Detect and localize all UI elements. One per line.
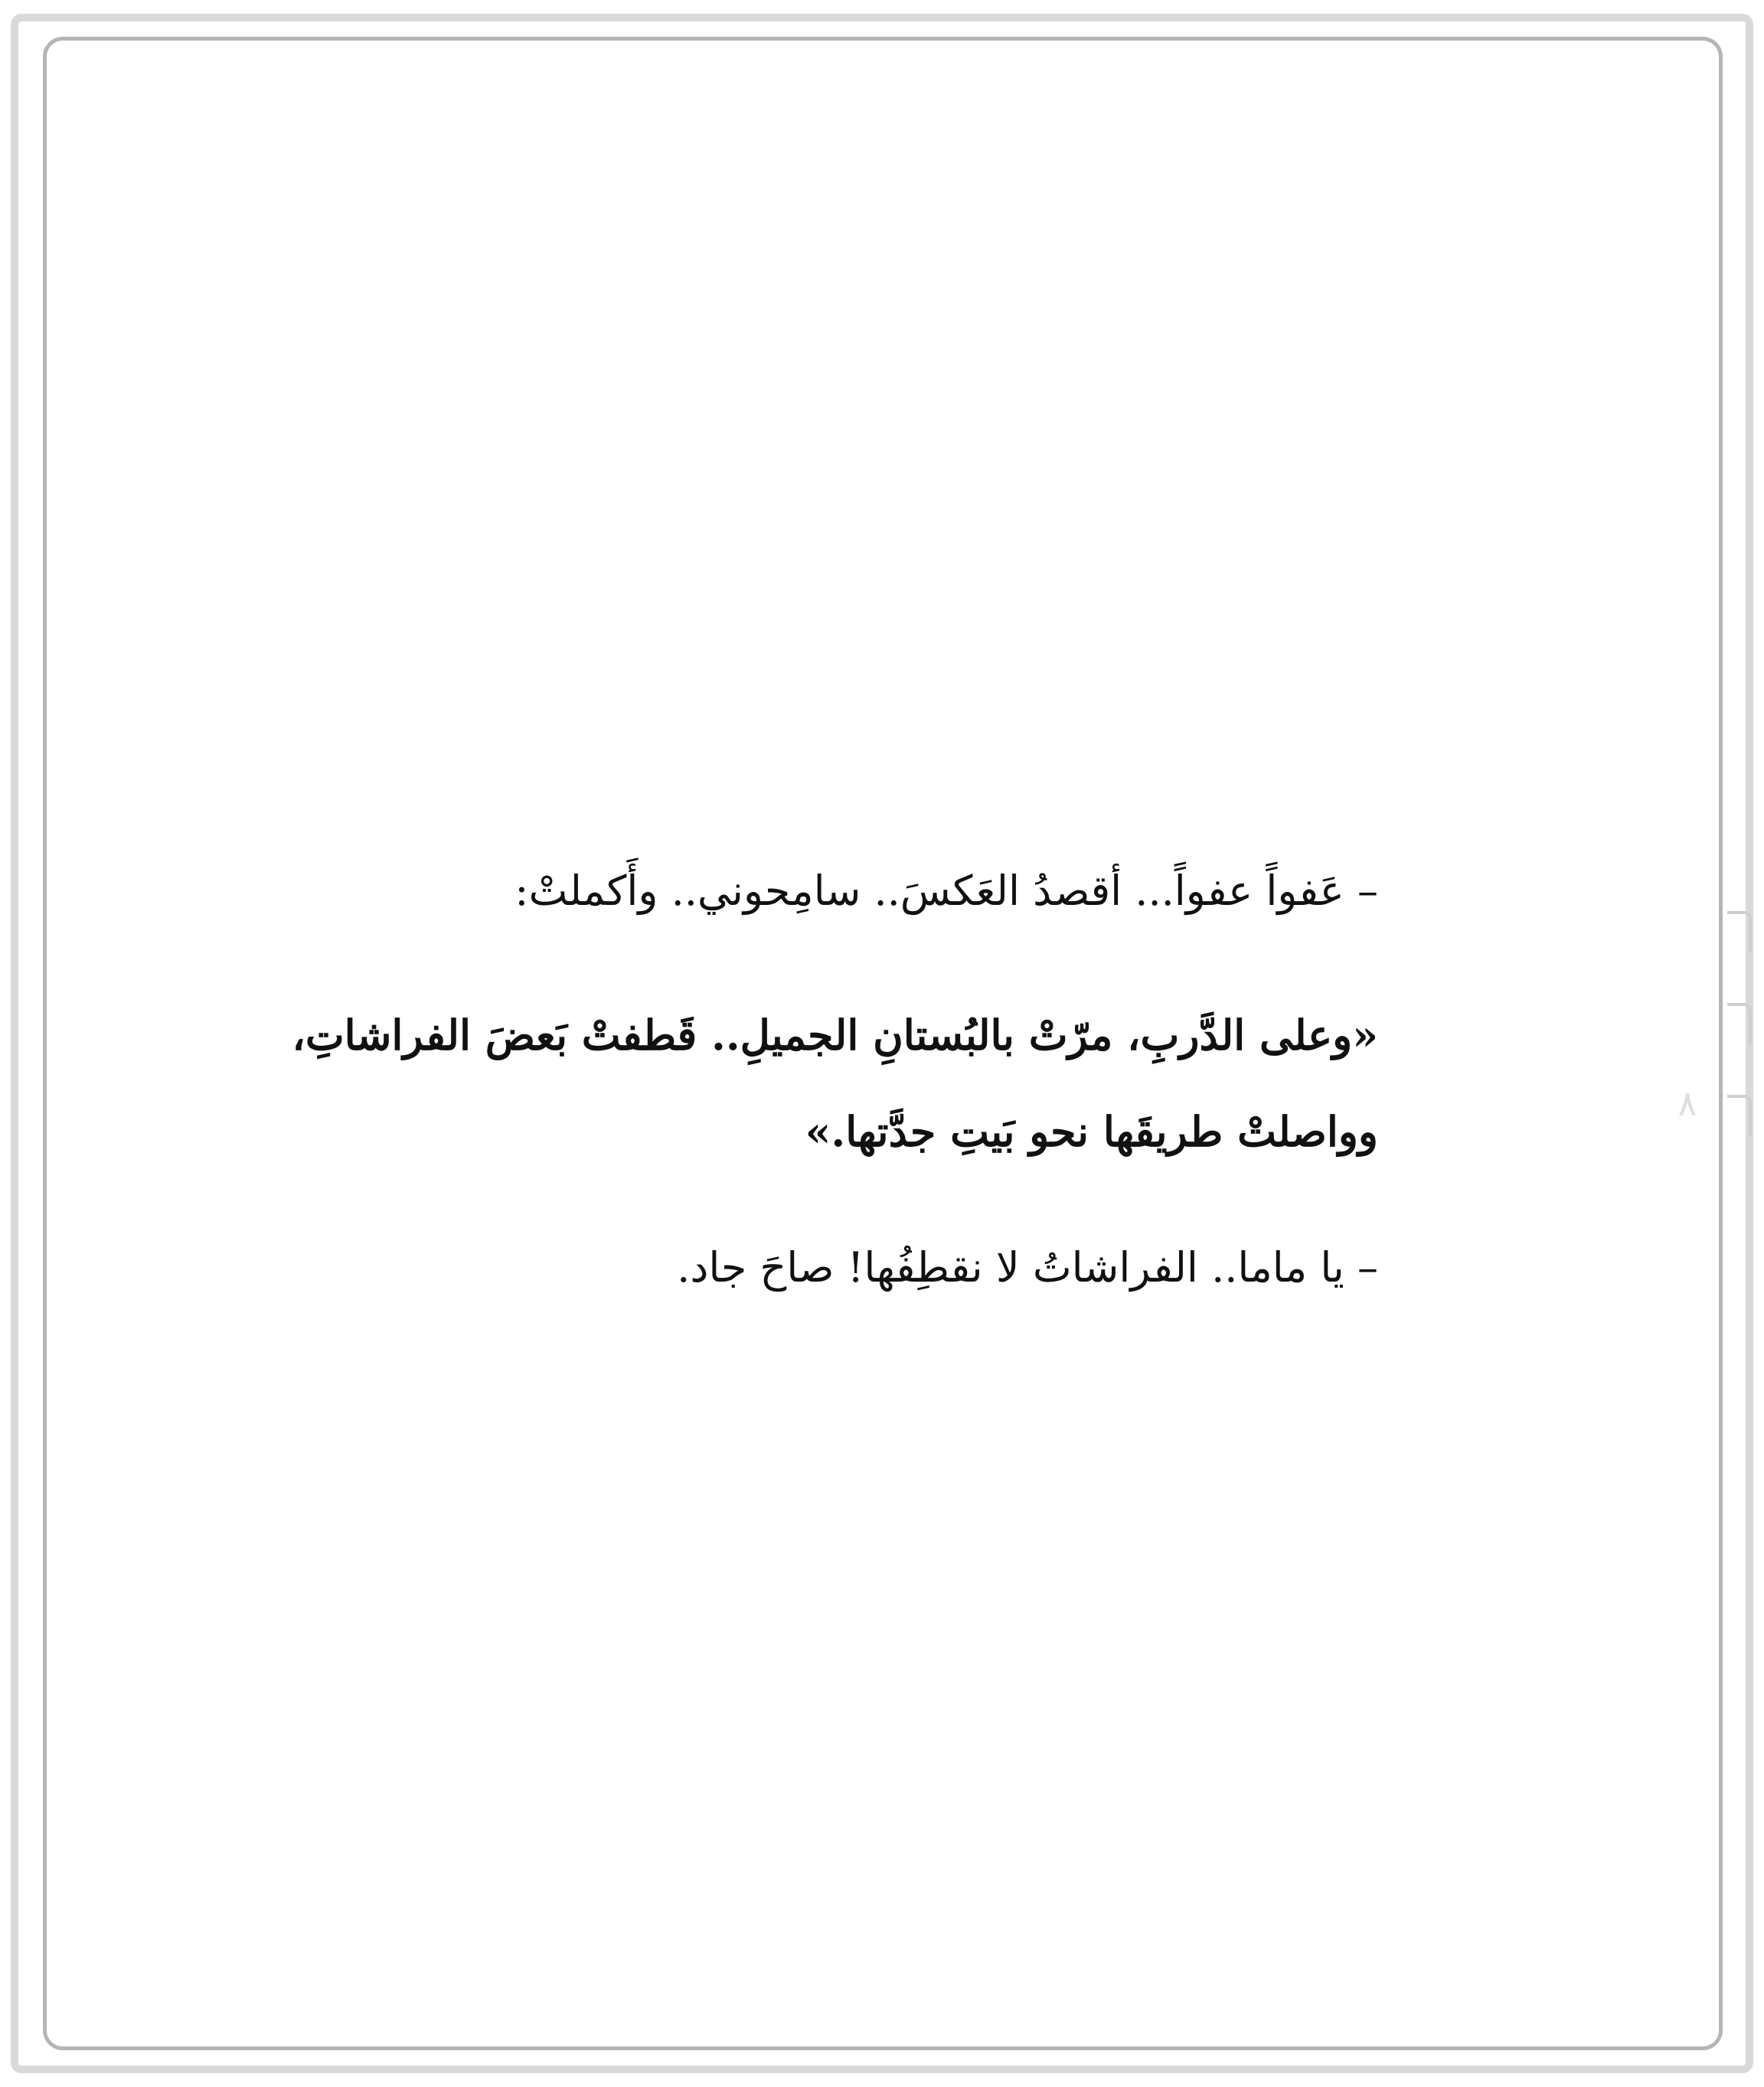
- page-edge-tab: [1727, 1095, 1752, 1136]
- dialogue-line-2: – يا ماما.. الفراشاتُ لا نقطِفُها! صاحَ جاد.: [677, 1243, 1378, 1292]
- page-edge-tab: [1727, 1003, 1752, 1044]
- page-number: ٨: [1677, 1083, 1697, 1124]
- dialogue-line-1: – عَفواً عفواً... أقصدُ العَكسَ.. سامِحوني.. وأَكملتْ:: [514, 867, 1378, 915]
- page-edge-tabs: [1727, 911, 1758, 1141]
- story-quote-line-1: «وعلى الدَّربِ، مرّتْ بالبُستانِ الجميلِ.. قَطفتْ بَعضَ الفراشاتِ،: [292, 1011, 1378, 1060]
- story-quote-line-2: وواصلتْ طريقَها نحو بَيتِ جدَّتها.»: [805, 1107, 1378, 1156]
- page-edge-tab: [1727, 911, 1752, 952]
